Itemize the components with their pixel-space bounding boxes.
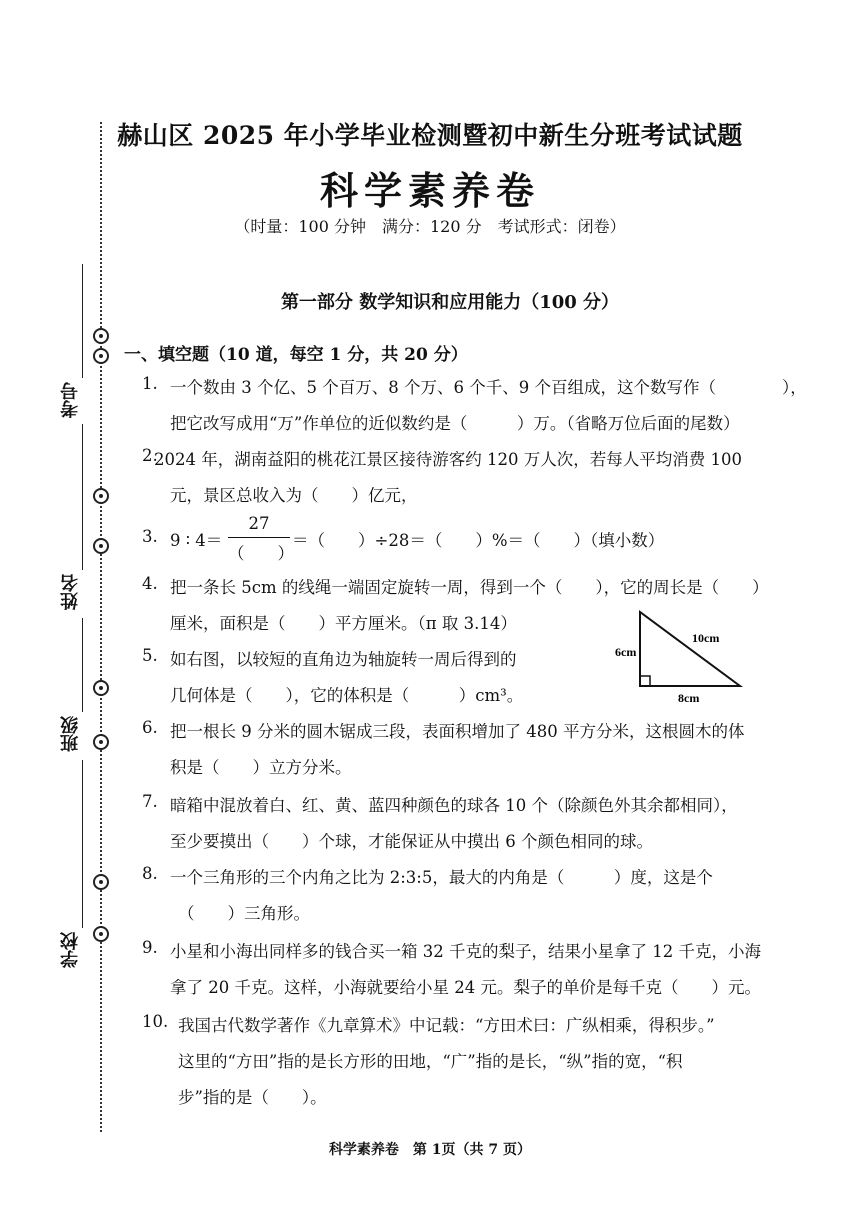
class-label: 班级 — [60, 716, 81, 752]
binding-hole-icon — [93, 680, 109, 696]
question-3-ratio: 9 ∶ 4＝ — [170, 531, 223, 550]
name-underline — [82, 424, 83, 570]
binding-hole-icon — [93, 926, 109, 942]
page-footer: 科学素养卷 第 1页（共 7 页） — [328, 1142, 532, 1158]
binding-dotted-line — [100, 122, 102, 1132]
school-label: 学校 — [60, 932, 81, 968]
question-number: 6. — [142, 718, 158, 737]
question-7-line-2: 至少要摸出（ ）个球，才能保证从中摸出 6 个颜色相同的球。 — [170, 832, 653, 851]
question-8-line-1: 一个三角形的三个内角之比为 2:3:5，最大的内角是（ ）度，这是个 — [170, 868, 713, 887]
question-2-line-2: 元，景区总收入为（ ）亿元， — [170, 486, 418, 505]
binding-hole-icon — [93, 488, 109, 504]
name-label: 姓名 — [60, 574, 81, 610]
exam-title: 赫山区 2025 年小学毕业检测暨初中新生分班考试试题 — [117, 121, 743, 150]
question-10-line-2: 这里的“方田”指的是长方形的田地，“广”指的是长，“纵”指的宽，“积 — [178, 1052, 683, 1071]
height-label: 6cm — [615, 645, 637, 659]
question-10-line-3: 步”指的是（ ）。 — [178, 1088, 327, 1107]
binding-hole-icon — [93, 328, 109, 344]
question-5-line-1: 如右图，以较短的直角边为轴旋转一周后得到的 — [170, 650, 517, 669]
question-number: 9. — [142, 938, 158, 957]
class-underline — [82, 618, 83, 712]
question-5-line-2: 几何体是（ ），它的体积是（ ）cm³。 — [170, 686, 524, 705]
school-underline — [82, 760, 83, 928]
fraction-numerator: 27 — [248, 514, 270, 533]
base-label: 8cm — [678, 691, 700, 705]
question-1-line-1: 一个数由 3 个亿、5 个百万、8 个万、6 个千、9 个百组成，这个数写作（ ）， — [170, 378, 807, 397]
question-6-line-2: 积是（ ）立方分米。 — [170, 758, 352, 777]
question-number: 3. — [142, 527, 158, 546]
question-number: 4. — [142, 574, 158, 593]
binding-hole-icon — [93, 874, 109, 890]
question-9-line-1: 小星和小海出同样多的钱合买一箱 32 千克的梨子，结果小星拿了 12 千克，小海 — [170, 942, 761, 961]
question-number: 5. — [142, 646, 158, 665]
part-title: 第一部分 数学知识和应用能力（100 分） — [280, 292, 620, 313]
paper-subtitle: 科学素养卷 — [319, 168, 540, 213]
exam-no-label: 考号 — [60, 382, 81, 418]
fraction-denominator: （ ） — [228, 544, 294, 563]
question-4-line-2: 厘米，面积是（ ）平方厘米。（π 取 3.14） — [170, 614, 517, 633]
question-number: 2. — [142, 446, 158, 465]
fraction-bar — [228, 537, 290, 538]
question-4-line-1: 把一条长 5cm 的线绳一端固定旋转一周，得到一个（ ），它的周长是（ ） — [170, 578, 769, 597]
question-10-line-1: 我国古代数学著作《九章算术》中记载：“方田术曰：广纵相乘，得积步。” — [178, 1016, 715, 1035]
binding-hole-icon — [93, 538, 109, 554]
question-number: 8. — [142, 864, 158, 883]
question-7-line-1: 暗箱中混放着白、红、黄、蓝四种颜色的球各 10 个（除颜色外其余都相同）， — [170, 796, 738, 815]
exam-info: （时量：100 分钟 满分：120 分 考试形式：闭卷） — [234, 217, 626, 236]
hypotenuse-label: 10cm — [692, 631, 720, 645]
right-triangle-figure — [600, 604, 760, 708]
question-8-line-2: （ ）三角形。 — [178, 904, 310, 923]
question-3-rest: ＝（ ）÷28＝（ ）%＝（ ）（填小数） — [292, 531, 665, 550]
triangle-shape — [640, 612, 740, 686]
section-title: 一、填空题（10 道，每空 1 分，共 20 分） — [124, 345, 468, 365]
question-number: 10. — [142, 1012, 169, 1031]
binding-hole-icon — [93, 734, 109, 750]
binding-hole-icon — [93, 348, 109, 364]
right-angle-mark — [640, 676, 650, 686]
question-6-line-1: 把一根长 9 分米的圆木锯成三段，表面积增加了 480 平方分米，这根圆木的体 — [170, 722, 745, 741]
question-2-line-1: 2024 年，湖南益阳的桃花江景区接待游客约 120 万人次，若每人平均消费 100 — [154, 450, 742, 469]
question-9-line-2: 拿了 20 千克。这样，小海就要给小星 24 元。梨子的单价是每千克（ ）元。 — [170, 978, 761, 997]
exam-no-underline — [82, 264, 83, 378]
question-1-line-2: 把它改写成用“万”作单位的近似数约是（ ）万。（省略万位后面的尾数） — [170, 414, 740, 433]
question-number: 1. — [142, 374, 158, 393]
question-number: 7. — [142, 792, 158, 811]
